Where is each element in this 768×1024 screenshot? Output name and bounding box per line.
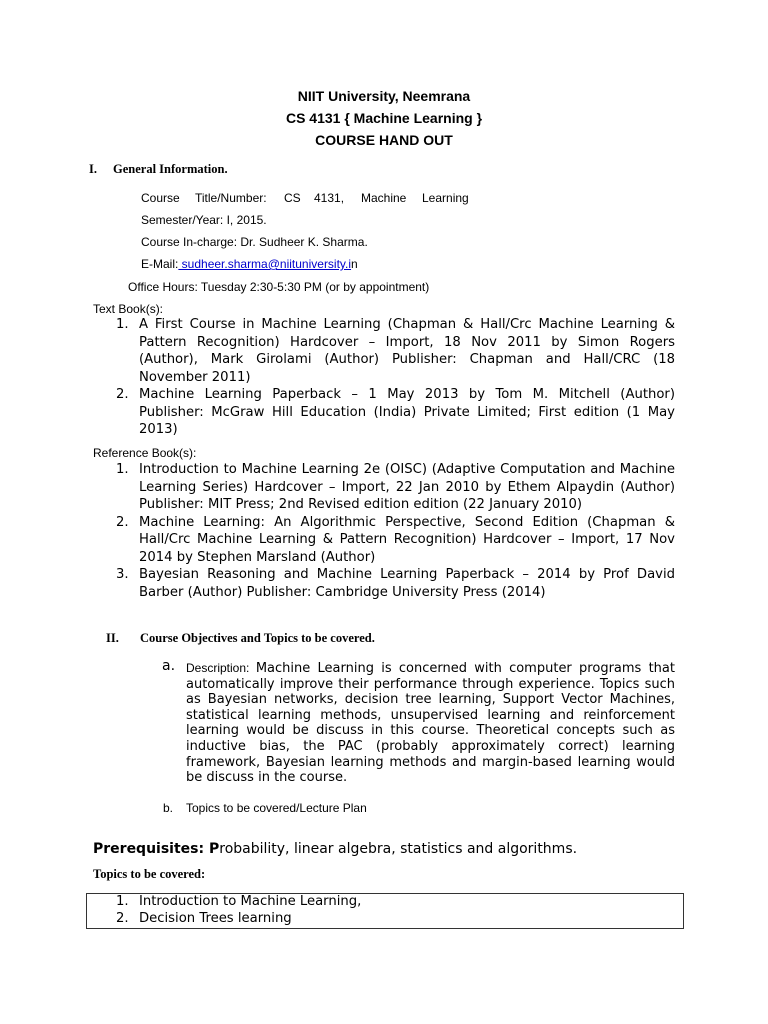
item-a-marker: a. (162, 658, 176, 674)
list-text: A First Course in Machine Learning (Chapman & Hall/Crc Machine Learning & Pattern Recognition) Hardcover – Import, 18 Nov 2011 by Simon Rogers (Author), Mark Girolami (Author) Publisher: Chapman and Hall/CRC (18 November 2011) (139, 317, 675, 385)
list-number: 1. (116, 317, 129, 332)
section-title-general: General Information. (113, 162, 228, 176)
reference-books-title: Reference Book(s): (93, 446, 197, 460)
prerequisites-first-letter: P (208, 841, 220, 857)
list-number: 2. (116, 911, 129, 926)
semester-line: Semester/Year: I, 2015. (141, 213, 267, 227)
list-text: Machine Learning Paperback – 1 May 2013 by Tom M. Mitchell (Author) Publisher: McGraw Hill Education (India) Private Limited; First edition (1 May 2013) (139, 387, 675, 437)
list-number: 2. (116, 514, 129, 530)
email-link[interactable]: sudheer.sharma@niituniversity.i (178, 257, 352, 271)
list-item (112, 316, 675, 386)
office-hours-line: Office Hours: Tuesday 2:30-5:30 PM (or by appointment) (128, 280, 430, 294)
course-name-2: Learning (422, 191, 469, 205)
list-text: Machine Learning: An Algorithmic Perspective, Second Edition (Chapman & Hall/Crc Machine Learning & Pattern Recognition) Hardcover – Import, 17 Nov 2014 by Stephen Marsland (Author) (139, 514, 675, 565)
list-number: 1. (116, 894, 129, 909)
email-tail: n (351, 257, 358, 271)
topics-list (112, 893, 675, 927)
list-item (112, 566, 675, 601)
prerequisites-line (93, 841, 577, 857)
list-item (112, 514, 675, 567)
list-text: Introduction to Machine Learning 2e (OISC) (Adaptive Computation and Machine Learning Series) Hardcover – Import, 22 Jan 2010 by Ethem Alpaydin (Author) Publisher: MIT Press; 2nd Revised edition edition (22 January 2010) (139, 462, 675, 512)
handout-title: COURSE HAND OUT (315, 132, 453, 148)
section-title-objectives: Course Objectives and Topics to be covered. (140, 631, 375, 645)
item-b-marker: b. (163, 801, 174, 815)
list-item (112, 893, 675, 910)
list-text: Introduction to Machine Learning, (139, 894, 362, 909)
list-text: Bayesian Reasoning and Machine Learning Paperback – 2014 by Prof David Barber (Author) Publisher: Cambridge University Press (2014) (139, 567, 675, 600)
list-item (112, 910, 675, 927)
list-number: 1. (116, 462, 129, 477)
list-number: 3. (116, 567, 129, 582)
email-line (141, 257, 358, 271)
list-text: Decision Trees learning (139, 911, 292, 926)
list-item (112, 386, 675, 439)
prerequisites-label: Prerequisites: (93, 841, 209, 857)
list-number: 2. (116, 387, 129, 402)
course-description (186, 661, 675, 786)
prerequisites-text: robability, linear algebra, statistics and algorithms. (219, 841, 578, 857)
course-code-title: CS 4131 { Machine Learning } (285, 110, 483, 126)
university-title: NIIT University, Neemrana (297, 88, 471, 104)
course-num-value: 4131, (314, 191, 345, 205)
course-title-label2: Title/Number: (195, 191, 267, 205)
description-label: Description: (186, 661, 256, 675)
topics-title: Topics to be covered: (93, 867, 206, 881)
text-books-title: Text Book(s): (93, 302, 164, 316)
section-numeral-2: II. (106, 631, 119, 645)
incharge-line: Course In-charge: Dr. Sudheer K. Sharma. (141, 235, 368, 249)
text-books-list (112, 316, 675, 439)
course-code-value: CS (284, 191, 301, 205)
reference-books-list (112, 461, 675, 601)
email-label: E-Mail: (141, 257, 179, 271)
topics-lecture-plan: Topics to be covered/Lecture Plan (186, 801, 367, 815)
course-name-1: Machine (361, 191, 407, 205)
section-numeral-1: I. (89, 162, 97, 176)
description-text: Machine Learning is concerned with computer programs that automatically improve their performance through experience. Topics such as Bayesian networks, decision tree learning, Support Vector Machines, statistical learning methods, unsupervised learning and reinforcement learning would be discuss in this course. Theoretical concepts such as inductive bias, the PAC (probably approximately correct) learning framework, Bayesian learning methods and margin-based learning would be discuss in the course. (186, 661, 675, 786)
list-item (112, 461, 675, 514)
course-title-label: Course (141, 191, 180, 205)
